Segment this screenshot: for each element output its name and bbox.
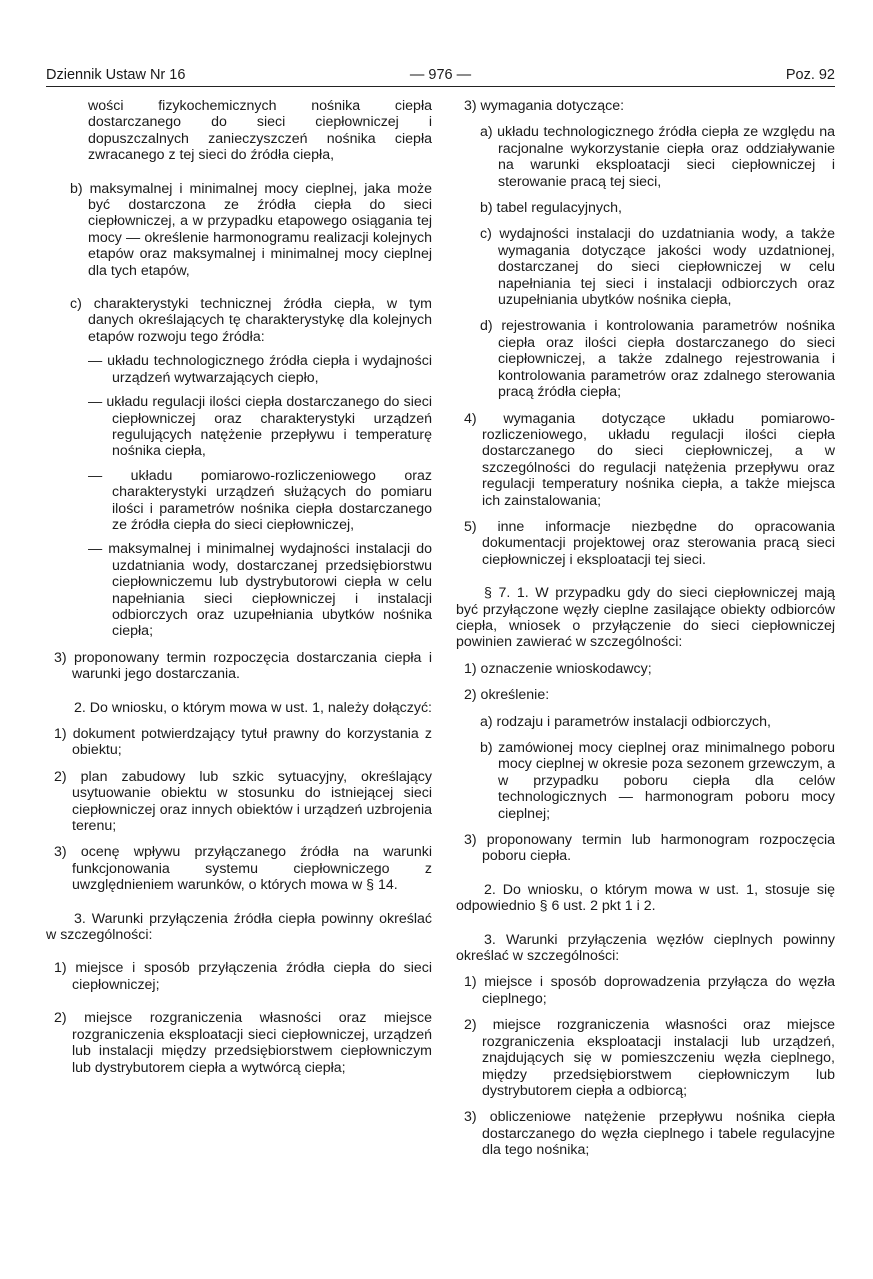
page-header [46,66,835,84]
paragraph: 2. Do wniosku, o którym mowa w ust. 1, należy dołączyć: [74,699,432,716]
right-column [456,98,835,1159]
list-item: 2) plan zabudowy lub szkic sytuacyjny, określający usytuowanie obiektu w stosunku do istniejącej sieci ciepłowniczej oraz innych obiektów i urządzeń uzbrojenia terenu; [54,768,432,835]
left-column [46,98,432,1076]
list-item: 1) miejsce i sposób doprowadzenia przyłącza do węzła cieplnego; [464,974,835,1007]
journal-title: Dziennik Ustaw Nr 16 [46,67,186,83]
paragraph: 2. Do wniosku, o którym mowa w ust. 1, stosuje się odpowiednio § 6 ust. 2 pkt 1 i 2. [456,881,835,915]
list-item: c) wydajności instalacji do uzdatniania wody, a także wymagania dotyczące jakości wody uzdatnionej, dostarczanej do sieci ciepłowniczej w celu napełniania tej sieci i instalacji odbiorczych oraz uzupełniania ubytków nośnika ciepła, [480,226,835,309]
list-item: 5) inne informacje niezbędne do opracowania dokumentacji projektowej oraz sterowania pracą sieci ciepłowniczej i eksploatacji tej sieci. [464,518,835,568]
paragraph: 3. Warunki przyłączenia węzłów cieplnych powinny określać w szczególności: [456,931,835,965]
page-number: — 976 — [409,67,472,83]
paragraph: 3. Warunki przyłączenia źródła ciepła powinny określać w szczególności: [46,910,432,944]
list-item: b) tabel regulacyjnych, [480,200,622,217]
list-item: 3) wymagania dotyczące: [464,98,625,114]
position-number: Poz. 92 [785,67,835,83]
list-item: 1) miejsce i sposób przyłączenia źródła ciepła do sieci ciepłowniczej; [54,960,432,993]
dash-item: — układu regulacji ilości ciepła dostarczanego do sieci ciepłowniczej oraz charakterystyki urządzeń regulujących natężenie przepływu i temperaturę nośnika ciepła, [88,394,432,460]
list-item: 2) określenie: [464,687,550,704]
paragraph: wości fizykochemicznych nośnika ciepła dostarczanego do sieci ciepłowniczej i dopuszczalnych zanieczyszczeń nośnika ciepła zwracanego z tej sieci do źródła ciepła, [88,98,432,164]
dash-item: — układu pomiarowo-rozliczeniowego oraz charakterystyki urządzeń służących do pomiaru ilości i parametrów nośnika ciepła dostarczanego ze źródła ciepła do sieci ciepłowniczej, [88,467,432,533]
list-item: 3) proponowany termin rozpoczęcia dostarczania ciepła i warunki jego dostarczania. [54,649,432,683]
list-item: d) rejestrowania i kontrolowania parametrów nośnika ciepła oraz ilości ciepła dostarczanego do sieci ciepłowniczej, a także zdalnego rejestrowania i kontrolowania parametrów oraz zdalnego sterowania pracą źródła ciepła; [480,318,835,401]
list-item: 4) wymagania dotyczące układu pomiarowo-rozliczeniowego, układu regulacji ilości ciepła dostarczanego do sieci ciepłowniczej, a w szczególności do regulacji natężenia przepływu oraz regulacji temperatury nośnika ciepła, a także miejsca ich zainstalowania; [464,410,835,509]
list-item: b) zamówionej mocy cieplnej oraz minimalnego poboru mocy cieplnej w okresie poza sezonem grzewczym, a w przypadku poboru ciepła dla celów technologicznych — harmonogram poboru mocy cieplnej; [480,740,835,822]
list-item: 1) dokument potwierdzający tytuł prawny do korzystania z obiektu; [54,726,432,759]
list-item: a) układu technologicznego źródła ciepła ze względu na racjonalne wykorzystanie ciepła oraz oddziaływanie na warunki eksploatacji sieci ciepłowniczej i sterowanie pracą tej sieci, [480,124,835,190]
list-item: 3) ocenę wpływu przyłączanego źródła na warunki funkcjonowania systemu ciepłowniczego z uwzględnieniem warunków, o których mowa w § 14. [54,844,432,894]
paragraph: § 7. 1. W przypadku gdy do sieci ciepłowniczej mają być przyłączone węzły cieplne zasilające obiekty odbiorców ciepła, wniosek o przyłączenie do sieci ciepłowniczej powinien zawierać w szczególności: [456,585,835,651]
list-item: b) maksymalnej i minimalnej mocy cieplnej, jaka może być dostarczona ze źródła ciepła do sieci ciepłowniczej, a w przypadku etapowego osiągania tej mocy — określenie harmonogramu realizacji kolejnych etapów oraz maksymalnej i minimalnej mocy cieplnej dla tych etapów, [70,180,432,279]
list-item: a) rodzaju i parametrów instalacji odbiorczych, [480,713,771,730]
header-rule [46,86,835,87]
dash-item: — układu technologicznego źródła ciepła i wydajności urządzeń wytwarzających ciepło, [88,353,432,386]
list-item: 2) miejsce rozgraniczenia własności oraz miejsce rozgraniczenia eksploatacji instalacji lub urządzeń, znajdujących się w pomieszczeniu węzła cieplnego, między przedsiębiorstwem ciepłowniczym lub dystrybutorem ciepła a odbiorcą; [464,1017,835,1099]
list-item: 2) miejsce rozgraniczenia własności oraz miejsce rozgraniczenia eksploatacji sieci ciepłowniczej, urządzeń lub instalacji między przedsiębiorstwem ciepłowniczym lub dystrybutorem ciepła a wytwórcą ciepła; [54,1010,432,1076]
list-item: 3) obliczeniowe natężenie przepływu nośnika ciepła dostarczanego do węzła cieplnego i tabele regulacyjne dla tego nośnika; [464,1109,835,1159]
list-item: 3) proponowany termin lub harmonogram rozpoczęcia poboru ciepła. [464,832,835,865]
dash-item: — maksymalnej i minimalnej wydajności instalacji do uzdatniania wody, dostarczanej przedsiębiorstwu ciepłowniczemu lub dystrybutorowi ciepła w celu napełniania sieci ciepłowniczej i instalacji odbiorczych oraz uzupełniania ubytków nośnika ciepła; [88,541,432,640]
list-item: c) charakterystyki technicznej źródła ciepła, w tym danych określających tę charakterystykę dla kolejnych etapów rozwoju tego źródła: [70,296,432,345]
list-item: 1) oznaczenie wnioskodawcy; [464,660,652,677]
